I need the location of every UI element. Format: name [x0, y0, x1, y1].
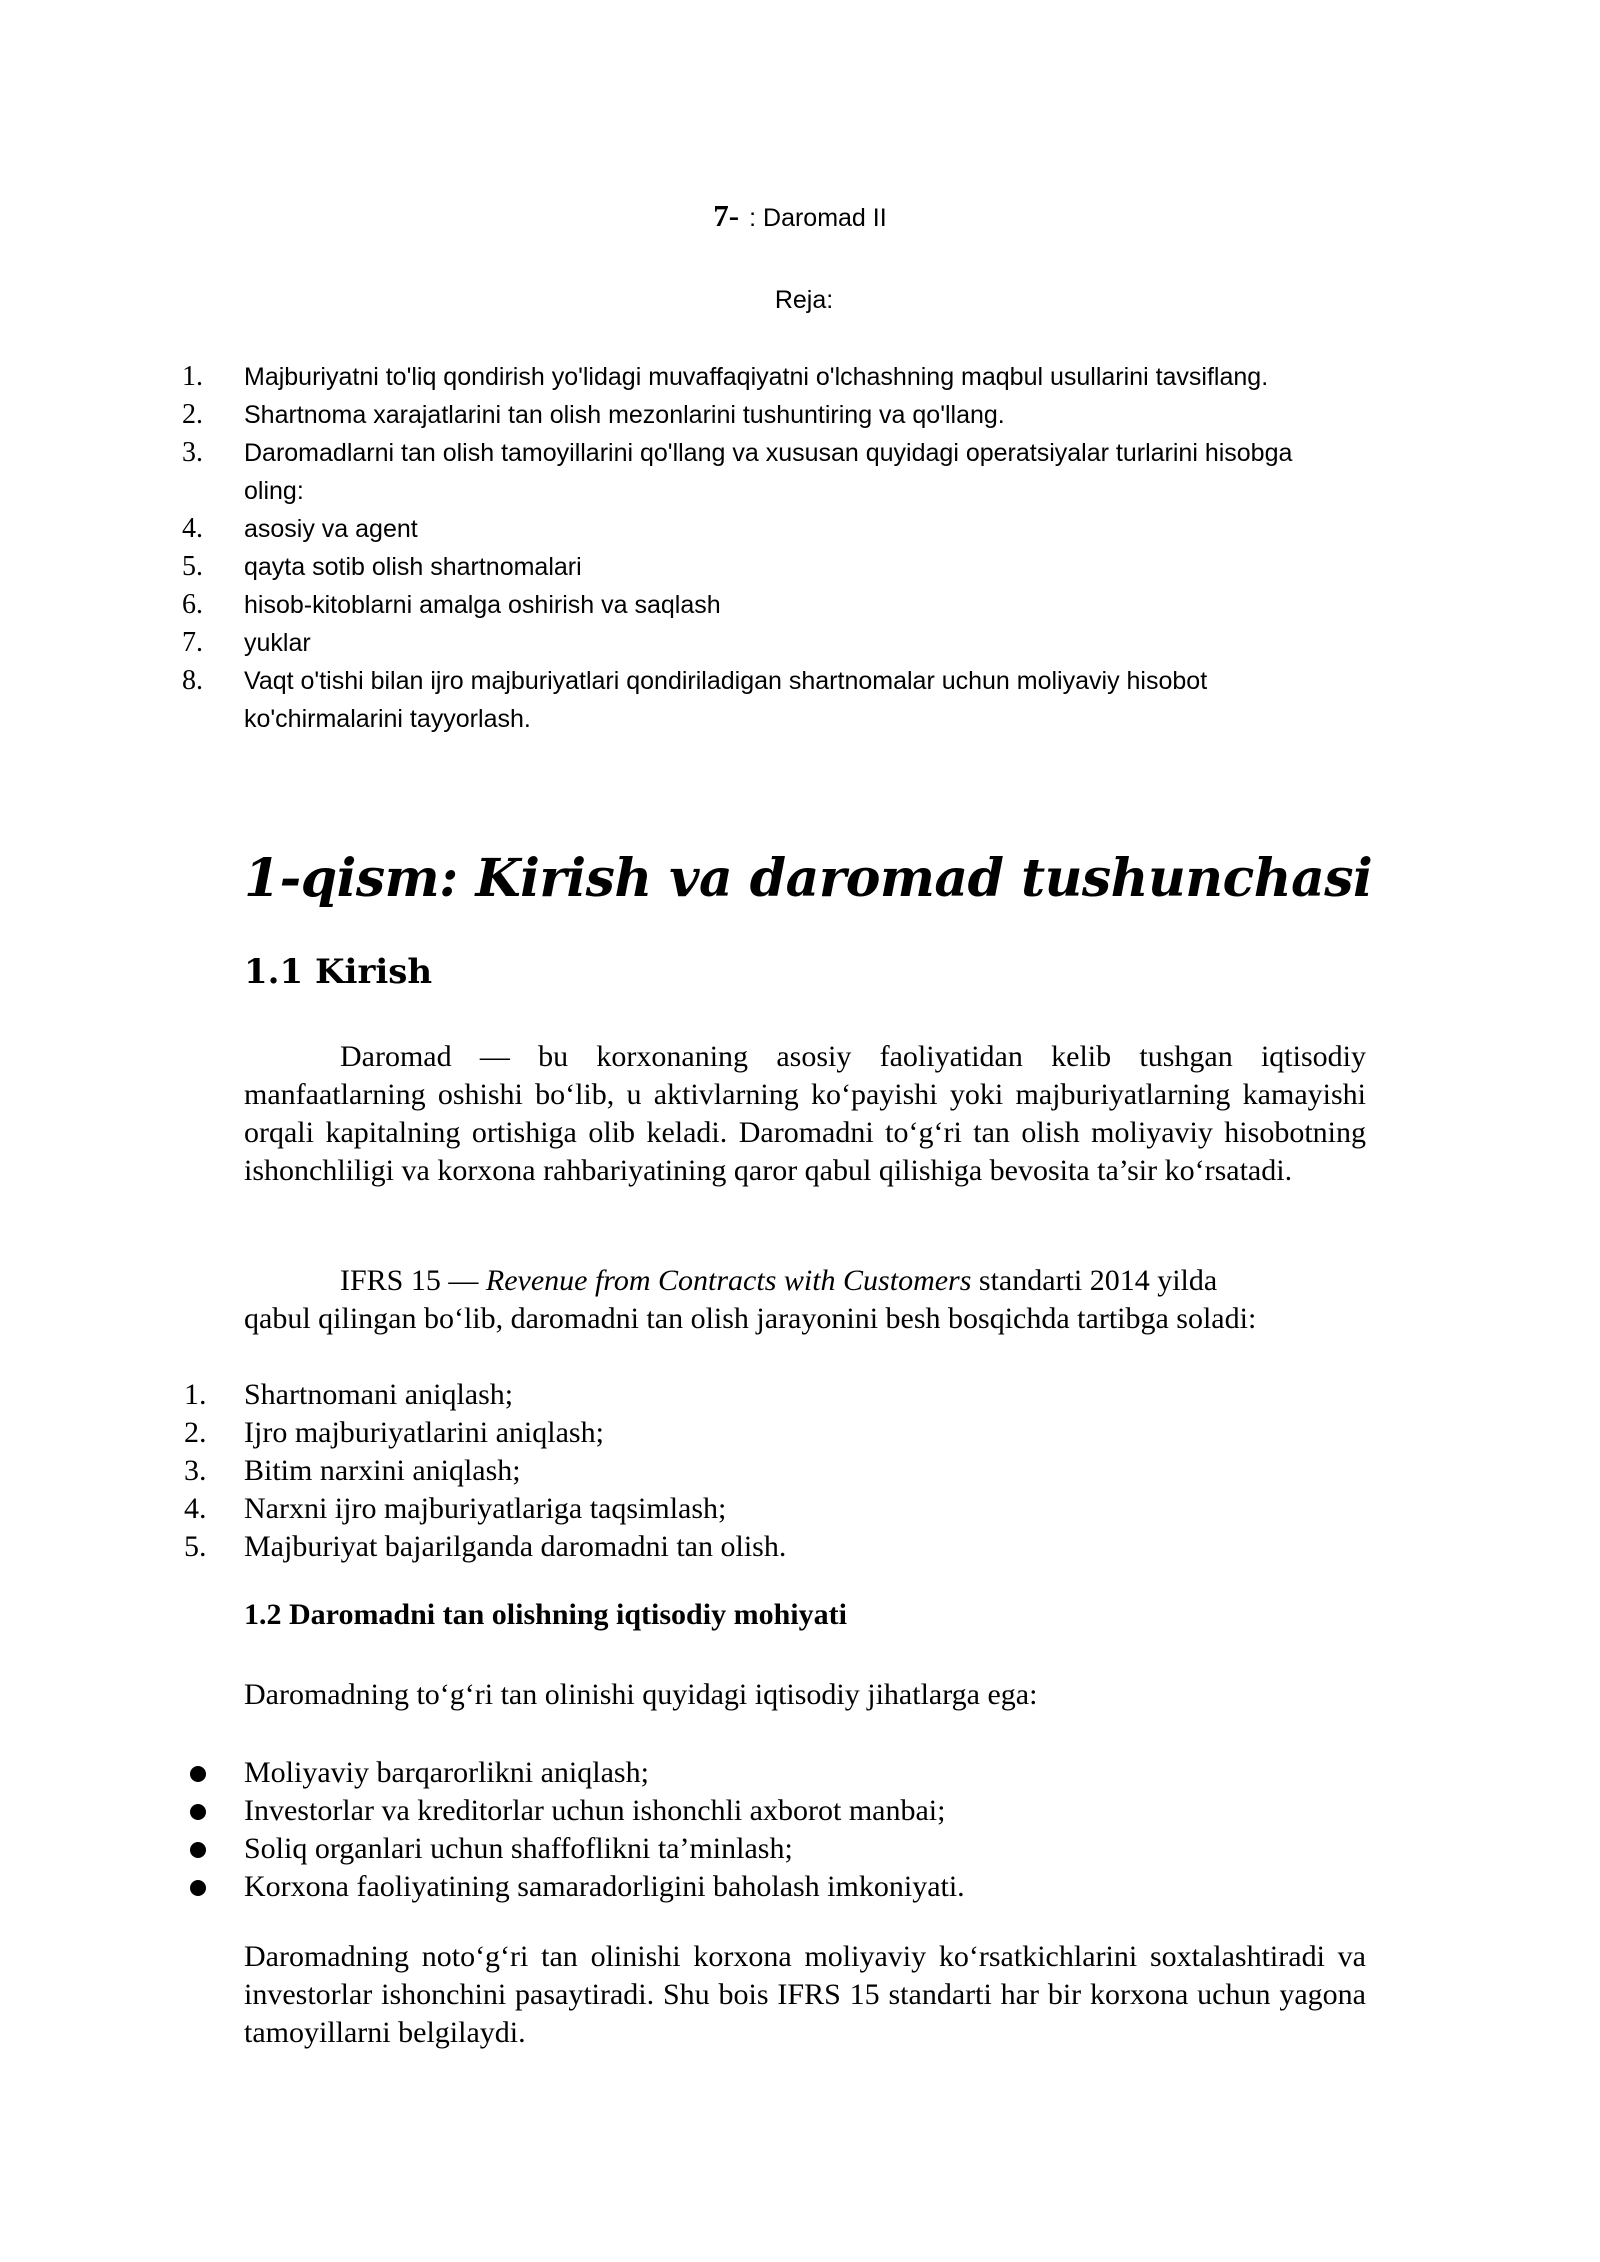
intro-paragraph: Daromad — bu korxonaning asosiy faoliyatidan kelib tushgan iqtisodiy manfaatlarning oshishi bo‘lib, u aktivlarning ko‘payishi yoki majburiyatlarning kamayishi orqali kapitalning ortishiga olib keladi. Daromadni to‘g‘ri tan olish moliyaviy hisobotning ishonchliligi va korxona rahbariyatining qaror qabul qilishiga bevosita ta’sir ko‘rsatadi.	[244, 1040, 1366, 1187]
ifrs-steps-list	[184, 1376, 786, 1566]
plan-item	[182, 510, 1342, 548]
plan-item-text: Vaqt o'tishi bilan ijro majburiyatlari qondiriladigan shartnomalar uchun moliyaviy hisobot ko'chirmalarini tayyorlash.	[244, 667, 1208, 733]
step-number: 3.	[184, 1454, 207, 1487]
bullet-item	[190, 1830, 965, 1868]
plan-item	[182, 662, 1342, 738]
bullet-icon	[190, 1842, 206, 1858]
plan-item-number: 6.	[182, 589, 203, 620]
ifrs-step	[184, 1376, 786, 1414]
ifrs-step	[184, 1414, 786, 1452]
ifrs-paragraph-line2: qabul qilingan bo‘lib, daromadni tan olish jarayonini besh bosqichda tartibga soladi:	[244, 1302, 1257, 1335]
step-text: Majburiyat bajarilganda daromadni tan olish.	[244, 1530, 787, 1563]
plan-label: Reja:	[774, 286, 834, 314]
section-heading-kirish: 1.1 Kirish	[244, 952, 433, 992]
section-heading-mohiyat: 1.2 Daromadni tan olishning iqtisodiy mohiyati	[244, 1598, 847, 1631]
plan-item	[182, 358, 1342, 396]
bullet-icon	[190, 1804, 206, 1820]
bullet-icon	[190, 1766, 206, 1782]
plan-item-text: qayta sotib olish shartnomalari	[244, 553, 582, 581]
bullet-item	[190, 1868, 965, 1906]
bullet-icon	[190, 1880, 206, 1896]
plan-item-number: 2.	[182, 399, 203, 430]
bullet-text: Investorlar va kreditorlar uchun ishonchli axborot manbai;	[244, 1794, 946, 1827]
lecture-title-text: : Daromad II	[749, 204, 887, 232]
plan-item-number: 4.	[182, 513, 203, 544]
bullet-text: Soliq organlari uchun shaffoflikni ta’minlash;	[244, 1832, 793, 1865]
step-number: 5.	[184, 1530, 207, 1563]
section2-intro: Daromadning to‘g‘ri tan olinishi quyidagi iqtisodiy jihatlarga ega:	[244, 1678, 1038, 1711]
closing-paragraph: Daromadning noto‘g‘ri tan olinishi korxona moliyaviy ko‘rsatkichlarini soxtalashtiradi va investorlar ishonchini pasaytiradi. Shu bois IFRS 15 standarti har bir korxona uchun yagona tamoyillarni belgilaydi.	[244, 1940, 1366, 2049]
plan-item-text: Daromadlarni tan olish tamoyillarini qo'llang va xususan quyidagi operatsiyalar turlarini hisobga oling:	[244, 439, 1293, 505]
plan-item-number: 3.	[182, 437, 203, 468]
plan-item-text: hisob-kitoblarni amalga oshirish va saqlash	[244, 591, 721, 619]
bullet-item	[190, 1792, 965, 1830]
plan-item-text: Shartnoma xarajatlarini tan olish mezonlarini tushuntiring va qo'llang.	[244, 401, 1005, 429]
ifrs-step	[184, 1490, 786, 1528]
ifrs-paragraph-line1	[340, 1262, 1217, 1300]
step-text: Shartnomani aniqlash;	[244, 1378, 514, 1411]
ifrs-suffix: standarti 2014 yilda	[971, 1264, 1218, 1297]
plan-item	[182, 434, 1342, 510]
ifrs-step	[184, 1528, 786, 1566]
step-number: 1.	[184, 1378, 207, 1411]
ifrs-step	[184, 1452, 786, 1490]
ifrs-prefix: IFRS 15 —	[340, 1264, 486, 1297]
plan-item-text: Majburiyatni to'liq qondirish yo'lidagi muvaffaqiyatni o'lchashning maqbul usullarini tavsiflang.	[244, 363, 1269, 391]
step-text: Bitim narxini aniqlash;	[244, 1454, 521, 1487]
lecture-title	[0, 198, 1600, 234]
plan-item-number: 1.	[182, 361, 203, 392]
plan-item	[182, 586, 1342, 624]
lecture-number: 7-	[713, 198, 740, 233]
step-number: 4.	[184, 1492, 207, 1525]
economic-aspects-list	[190, 1754, 965, 1906]
bullet-text: Moliyaviy barqarorlikni aniqlash;	[244, 1756, 649, 1789]
bullet-text: Korxona faoliyatining samaradorligini baholash imkoniyati.	[244, 1870, 965, 1903]
plan-item	[182, 548, 1342, 586]
step-text: Narxni ijro majburiyatlariga taqsimlash;	[244, 1492, 727, 1525]
plan-item	[182, 624, 1342, 662]
plan-item	[182, 396, 1342, 434]
plan-item-text: asosiy va agent	[244, 515, 418, 543]
plan-item-number: 5.	[182, 551, 203, 582]
part-title: 1-qism: Kirish va daromad tushunchasi	[244, 848, 1373, 909]
plan-item-number: 7.	[182, 627, 203, 658]
ifrs-standard-name: Revenue from Contracts with Customers	[485, 1264, 972, 1297]
plan-list	[182, 358, 1342, 738]
step-text: Ijro majburiyatlarini aniqlash;	[244, 1416, 604, 1449]
bullet-item	[190, 1754, 965, 1792]
plan-item-text: yuklar	[244, 629, 311, 657]
plan-item-number: 8.	[182, 665, 203, 696]
step-number: 2.	[184, 1416, 207, 1449]
